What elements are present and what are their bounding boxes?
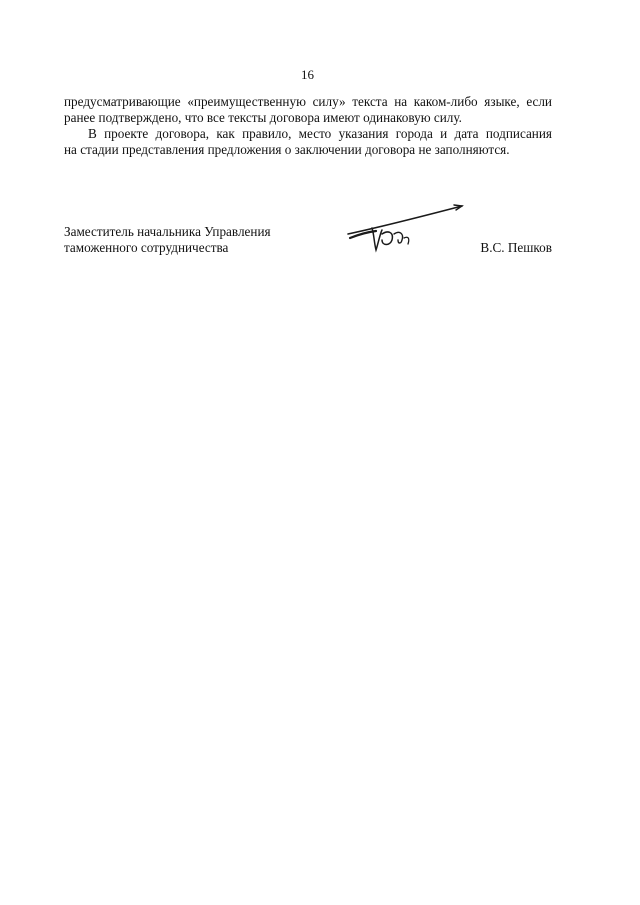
text-line: В проекте договора, как правило, место указания города и дата подписания — [88, 126, 552, 141]
signatory-title-line: таможенного сотрудничества — [64, 240, 229, 255]
signatory-title-line: Заместитель начальника Управления — [64, 224, 271, 239]
paragraph-contract-draft — [64, 126, 552, 158]
signature-block — [64, 224, 552, 274]
text-line: ранее подтверждено, что все тексты договора имеют одинаковую силу. — [64, 110, 462, 125]
page-number: 16 — [301, 67, 314, 82]
signatory-title — [64, 224, 271, 256]
paragraph-continuation — [64, 94, 552, 126]
document-body — [64, 94, 552, 158]
text-line: на стадии представления предложения о заключении договора не заполняются. — [64, 142, 510, 157]
text-line: предусматривающие «преимущественную силу» текста на каком-либо языке, если — [64, 94, 552, 109]
signatory-name: В.С. Пешков — [480, 240, 552, 255]
handwritten-signature — [346, 204, 466, 256]
